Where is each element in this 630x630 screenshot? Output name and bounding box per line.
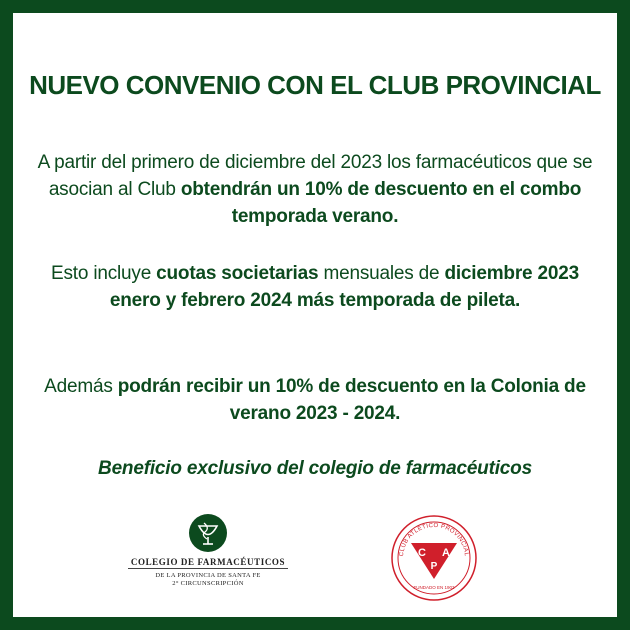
cap-arc-text: CLUB ATLÉTICO PROVINCIAL bbox=[398, 522, 469, 557]
paragraph-text: Esto incluye bbox=[51, 263, 157, 284]
paragraph-bold-text: podrán recibir un 10% de descuento en la Colonia de verano 2023 - 2024. bbox=[117, 376, 586, 424]
paragraph-colonia bbox=[33, 373, 597, 427]
cap-letter-p: P bbox=[430, 561, 438, 572]
colegio-name: COLEGIO DE FARMACÉUTICOS bbox=[128, 557, 288, 569]
colegio-province: DE LA PROVINCIA DE SANTA FE bbox=[155, 572, 261, 579]
paragraph-start-date bbox=[33, 149, 597, 230]
paragraph-includes bbox=[33, 260, 597, 314]
paragraph-bold-text: diciembre 2023 enero y febrero 2024 más temporada de pileta. bbox=[109, 263, 579, 311]
paragraph-text: Además bbox=[44, 376, 118, 397]
club-atletico-provincial-logo bbox=[389, 513, 479, 603]
paragraph-bold-text: cuotas societarias bbox=[156, 263, 319, 284]
cap-founded-text: FUNDADO EN 1903 bbox=[413, 585, 455, 590]
paragraph-text: mensuales de bbox=[318, 263, 445, 284]
cap-letter-c: C bbox=[418, 547, 426, 559]
colegio-farmaceuticos-logo bbox=[128, 513, 288, 593]
colegio-circunscripcion: 2° CIRCUNSCRIPCIÓN bbox=[172, 580, 244, 587]
headline: NUEVO CONVENIO CON EL CLUB PROVINCIAL bbox=[29, 70, 601, 100]
exclusive-benefit-tagline: Beneficio exclusivo del colegio de farmacéuticos bbox=[98, 458, 532, 479]
paragraph-text: A partir del primero de diciembre del 2023 los farmacéuticos que se asocian al Club bbox=[37, 152, 593, 200]
flyer-content bbox=[13, 13, 617, 617]
pharmacy-cup-icon bbox=[188, 513, 228, 553]
cap-letter-a: A bbox=[442, 547, 450, 559]
paragraph-bold-text: obtendrán un 10% de descuento en el combo temporada verano. bbox=[180, 179, 582, 227]
cap-shield-icon bbox=[389, 513, 479, 603]
